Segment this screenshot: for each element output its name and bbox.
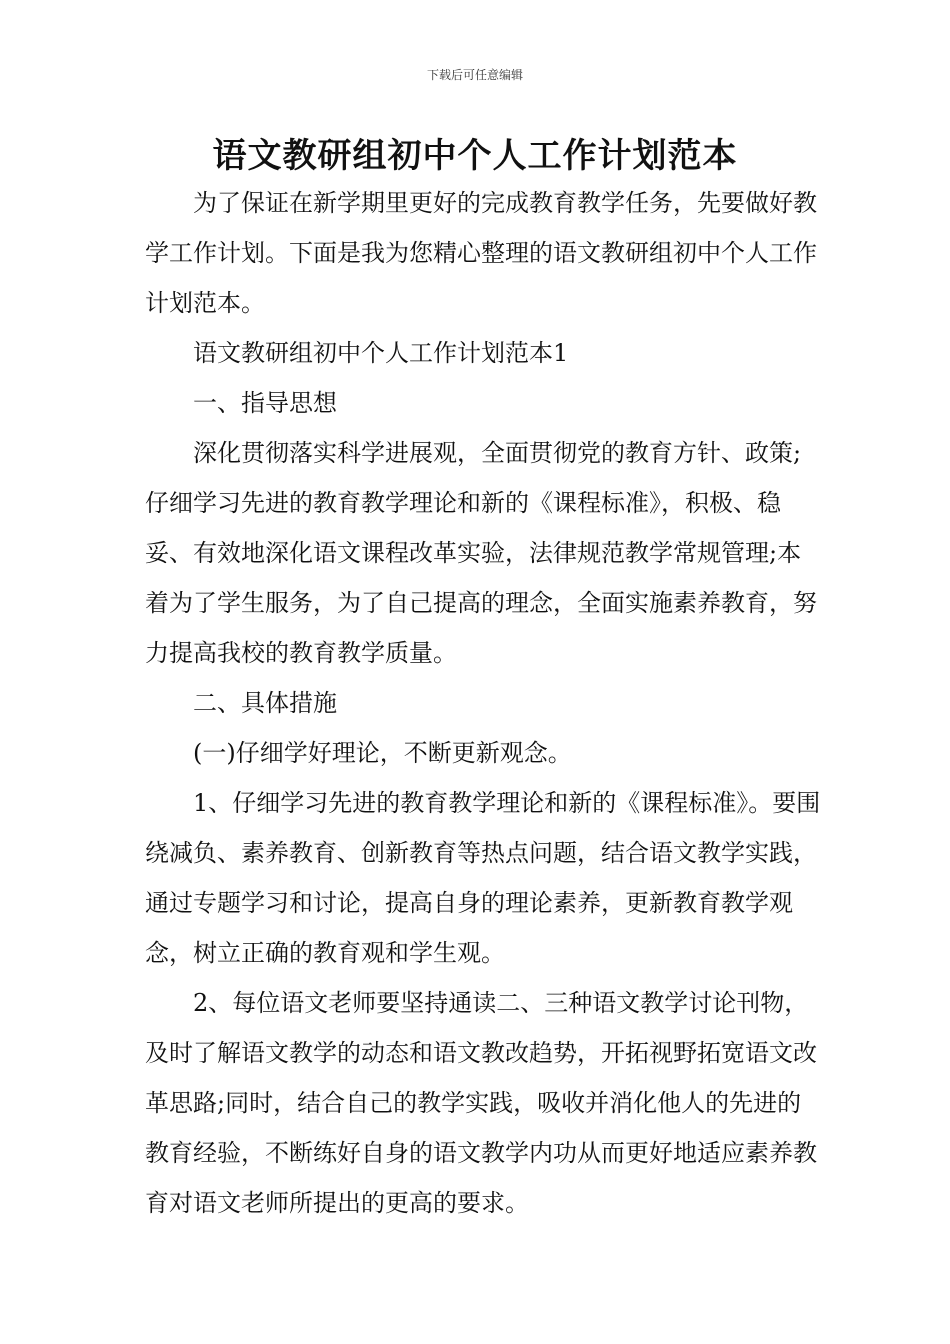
paragraph-subtitle: 语文教研组初中个人工作计划范本1 xyxy=(193,339,569,367)
paragraph-heading-measures: 二、具体措施 xyxy=(193,689,337,717)
paragraph-subheading-theory: (一)仔细学好理论，不断更新观念。 xyxy=(193,739,572,767)
paragraph-guiding-thought: 深化贯彻落实科学进展观，全面贯彻党的教育方针、政策;仔细学习先进的教育教学理论和新的《课程标准》，积极、稳妥、有效地深化语文课程改革实验，法律规范教学常规管理;本着为了学生服务，为了自己提高的理念，全面实施素养教育，努力提高我校的教育教学质量。 xyxy=(145,439,817,667)
document-body xyxy=(145,178,825,1228)
header-note: 下载后可任意编辑 xyxy=(426,68,523,82)
document-title: 语文教研组初中个人工作计划范本 xyxy=(212,136,738,176)
paragraph-measure-1: 1、仔细学习先进的教育教学理论和新的《课程标准》。要围绕减负、素养教育、创新教育等热点问题，结合语文教学实践，通过专题学习和讨论，提高自身的理论素养，更新教育教学观念，树立正确的教育观和学生观。 xyxy=(145,789,821,967)
paragraph-measure-2: 2、每位语文老师要坚持通读二、三种语文教学讨论刊物，及时了解语文教学的动态和语文教改趋势，开拓视野拓宽语文改革思路;同时，结合自己的教学实践，吸收并消化他人的先进的教育经验，不断练好自身的语文教学内功从而更好地适应素养教育对语文老师所提出的更高的要求。 xyxy=(145,989,817,1217)
paragraph-intro: 为了保证在新学期里更好的完成教育教学任务，先要做好教学工作计划。下面是我为您精心整理的语文教研组初中个人工作计划范本。 xyxy=(145,189,817,317)
paragraph-heading-guiding-thought: 一、指导思想 xyxy=(193,389,337,417)
